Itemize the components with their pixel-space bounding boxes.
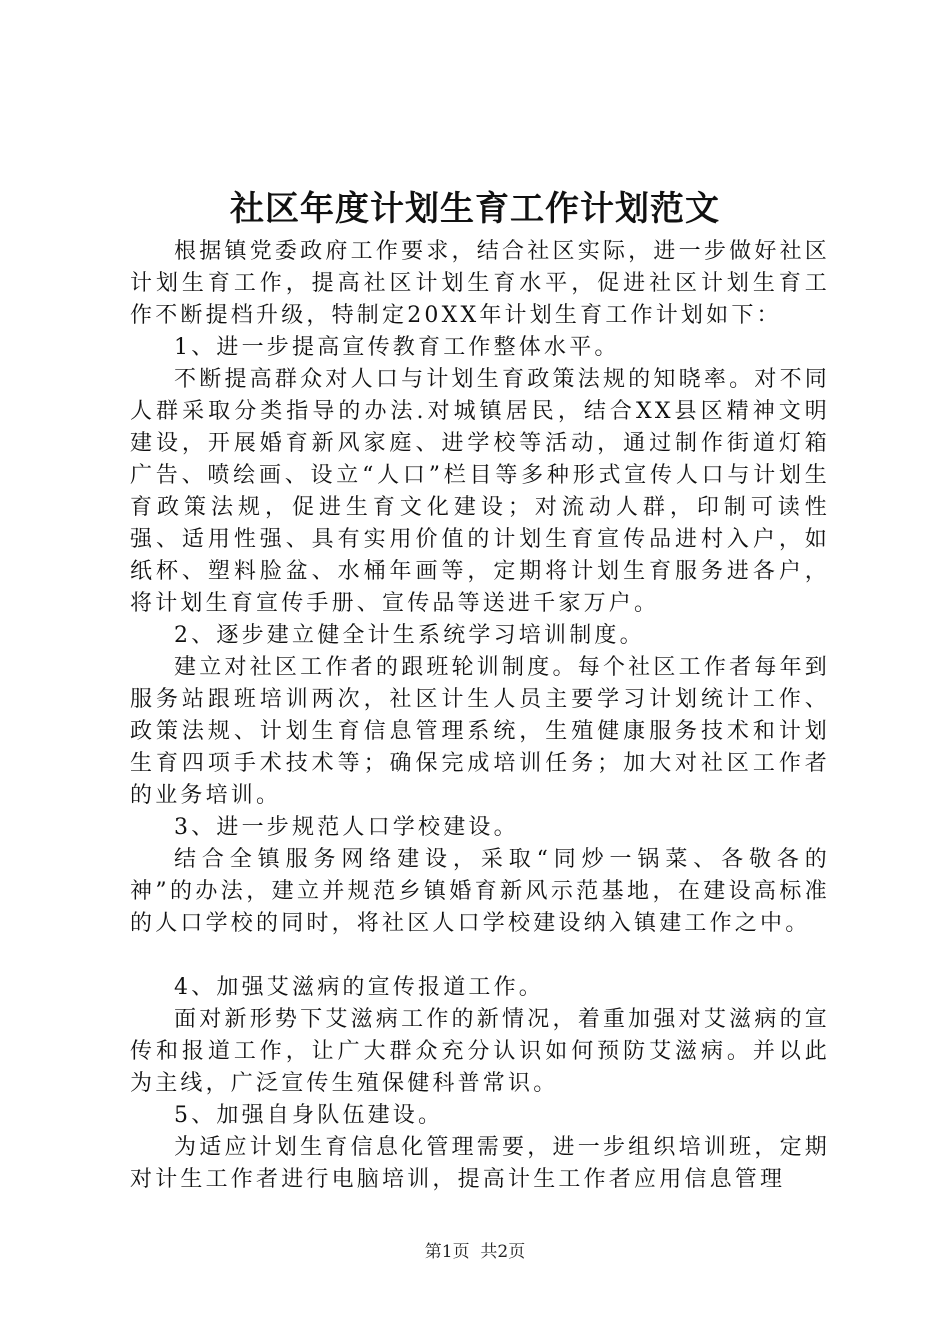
section-paragraph-5: 为适应计划生育信息化管理需要，进一步组织培训班，定期对计生工作者进行电脑培训，提高计生工作者应用信息管理 [130,1135,830,1192]
page-number: 第1页 [424,1242,470,1262]
section-paragraph-2: 建立对社区工作者的跟班轮训制度。每个社区工作者每年到服务站跟班培训两次，社区计生人员主要学习计划统计工作、政策法规、计划生育信息管理系统，生殖健康服务技术和计划生育四项手术技术等；确保完成培训任务；加大对社区工作者的业务培训。 [130,655,830,808]
section-paragraph-3: 结合全镇服务网络建设，采取“同炒一锅菜、各敬各的神”的办法，建立并规范乡镇婚育新风示范基地，在建设高标准的人口学校的同时，将社区人口学校建设纳入镇建工作之中。 [130,847,830,936]
section-heading-5: 5、加强自身队伍建设。 [174,1103,444,1128]
section-heading-4: 4、加强艾滋病的宣传报道工作。 [174,975,544,1000]
document-title: 社区年度计划生育工作计划范文 [230,189,720,229]
section-heading-1: 1、进一步提高宣传教育工作整体水平。 [174,335,620,360]
section-heading-3: 3、进一步规范人口学校建设。 [174,815,519,840]
section-heading-2: 2、逐步建立健全计生系统学习培训制度。 [174,623,645,648]
page-footer [0,1240,950,1264]
section-paragraph-4: 面对新形势下艾滋病工作的新情况，着重加强对艾滋病的宣传和报道工作，让广大群众充分认识如何预防艾滋病。并以此为主线，广泛宣传生殖保健科普常识。 [130,1007,830,1096]
page-total: 共2页 [480,1242,526,1262]
footer-spacer [470,1242,481,1262]
section-paragraph-1: 不断提高群众对人口与计划生育政策法规的知晓率。对不同人群采取分类指导的办法.对城镇居民，结合XX县区精神文明建设，开展婚育新风家庭、进学校等活动，通过制作街道灯箱广告、喷绘画、设立“人口”栏目等多种形式宣传人口与计划生育政策法规，促进生育文化建设；对流动人群，印制可读性强、适用性强、具有实用价值的计划生育宣传品进村入户，如纸杯、塑料脸盆、水桶年画等，定期将计划生育服务进各户，将计划生育宣传手册、宣传品等送进千家万户。 [130,367,830,616]
intro-paragraph: 根据镇党委政府工作要求，结合社区实际，进一步做好社区计划生育工作，提高社区计划生育水平，促进社区计划生育工作不断提档升级，特制定20XX年计划生育工作计划如下： [130,239,830,328]
blank-line [130,940,830,972]
document-body [130,236,830,1196]
